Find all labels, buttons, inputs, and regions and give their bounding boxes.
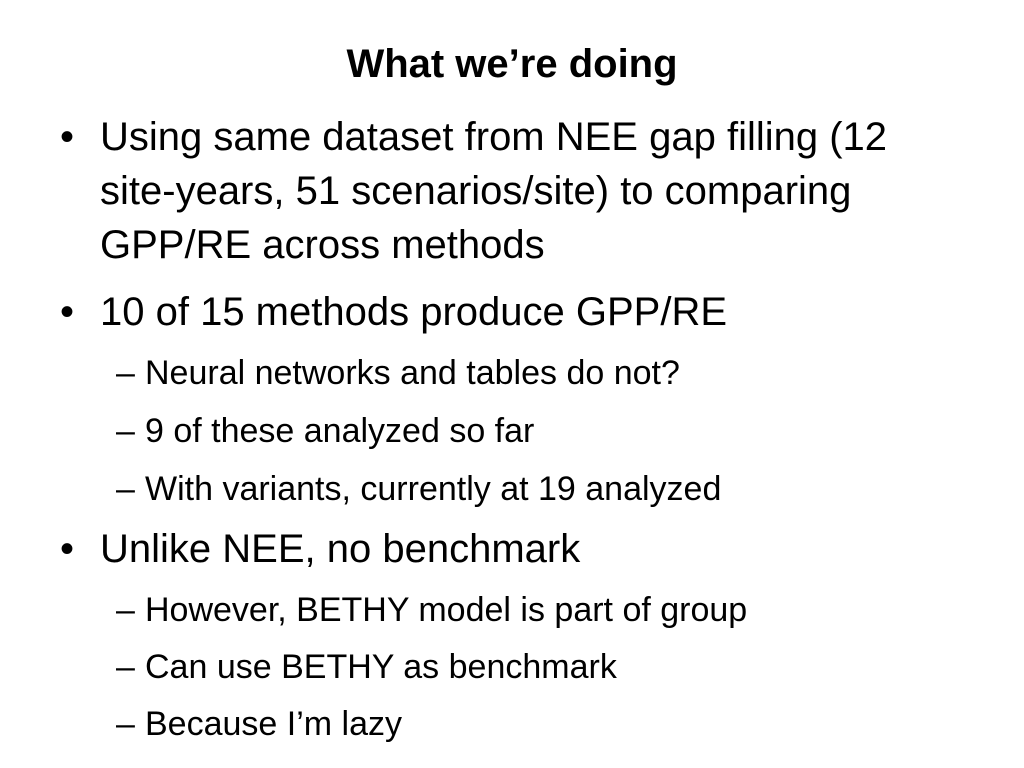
sub-bullet-item <box>116 353 976 393</box>
sub-bullet-text: Because I’m lazy <box>145 705 402 743</box>
dash-glyph: – <box>116 591 135 629</box>
bullet-glyph: • <box>60 527 75 571</box>
sub-bullet-text: With variants, currently at 19 analyzed <box>145 470 722 508</box>
sub-bullet-item <box>116 704 976 744</box>
bullet-item <box>60 285 960 339</box>
dash-glyph: – <box>116 412 135 450</box>
dash-glyph: – <box>116 648 135 686</box>
sub-bullet-item <box>116 647 976 687</box>
bullet-glyph: • <box>60 290 75 334</box>
sub-bullet-item <box>116 590 976 630</box>
sub-bullet-text: However, BETHY model is part of group <box>145 591 748 629</box>
sub-bullet-text: Can use BETHY as benchmark <box>145 648 617 686</box>
bullet-text: Unlike NEE, no benchmark <box>100 527 581 571</box>
bullet-text: Using same dataset from NEE gap filling (12 site-years, 51 scenarios/site) to comparing GPP/RE across methods <box>100 115 888 267</box>
slide-title: What we’re doing <box>346 42 678 86</box>
bullet-text: 10 of 15 methods produce GPP/RE <box>100 290 728 334</box>
dash-glyph: – <box>116 354 135 392</box>
sub-bullet-item <box>116 469 976 509</box>
dash-glyph: – <box>116 470 135 508</box>
dash-glyph: – <box>116 705 135 743</box>
bullet-glyph: • <box>60 115 75 159</box>
sub-bullet-text: 9 of these analyzed so far <box>145 412 535 450</box>
bullet-item <box>60 110 960 272</box>
sub-bullet-text: Neural networks and tables do not? <box>145 354 680 392</box>
sub-bullet-item <box>116 411 976 451</box>
bullet-item <box>60 522 960 576</box>
